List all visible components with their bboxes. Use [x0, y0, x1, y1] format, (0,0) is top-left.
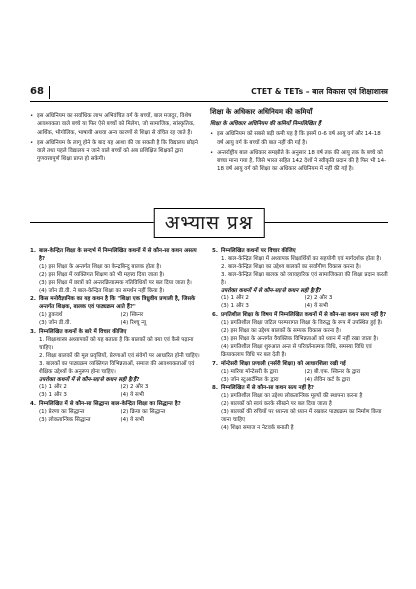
- option: (4) ये सभी: [304, 303, 328, 310]
- option: (4) प्रगतिशील शिक्षा शुरुआत अन्त से परिवर्तनात्मक विधि, समस्या विधि एवं क्रियाकलाप विधि पर बल देती है।: [221, 343, 372, 358]
- question-1: [30, 248, 202, 295]
- option: (2) बी.एफ. स्किनर के द्वारा: [304, 368, 361, 375]
- header-rule: [30, 101, 388, 102]
- option: (2) स्किनर: [120, 312, 144, 319]
- question-number: 6.: [212, 312, 218, 319]
- option: (2) 2 और 3: [120, 384, 149, 391]
- option: (4) ये सभी: [120, 417, 144, 424]
- option: (3) जॉन स्टूआर्टमिल के द्वारा: [221, 376, 279, 383]
- bullet-item: • इस अधिनियम के लागू होने के बाद यह आशा की जा सकती है कि विद्यालय छोड़ने वाले तथा पहले विद्यालय न जाने वाले बच्चों को अब प्रशिक्षित शिक्षकों द्वारा गुणवत्तापूर्ण शिक्षा प्राप्त हो सकेगी।: [30, 139, 200, 164]
- left-text-column: [30, 112, 200, 166]
- question-6: [212, 312, 388, 359]
- section-subheading: शिक्षा के अधिकार अधिनियम की कमियाँ निम्नलिखित हैं: [210, 121, 321, 127]
- option: (4) जॉन डी.वी. ने बाल-केन्द्रित शिक्षा का समर्थन नहीं किया है।: [39, 287, 165, 294]
- question-number: 5.: [212, 248, 218, 254]
- question-number: 1.: [30, 248, 36, 254]
- question-text: किस मनोवैज्ञानिक का यह कथन है कि "शिक्षा एक त्रिध्रुवीय प्रणाली है, जिसके अन्तर्गत शिक्षक, बालक एवं पाठ्यक्रम आते हैं?": [39, 296, 196, 311]
- option: (1) 1 और 2: [39, 384, 67, 391]
- questions-left-column: [30, 248, 202, 426]
- option: (3) बालकों की रुचियों पर ध्यान्ता को ध्यान में रखकर पाठ्यक्रम का निर्माण किया जाना चाहिए: [221, 409, 382, 424]
- option: (4) शिक्षा समाज न नेटवर्क बनाती है: [221, 424, 294, 431]
- bullet-item: • अन्तर्राष्ट्रीय बाल अधिकार समझौते के अनुसार 18 वर्ष तक की आयु तक के बच्चे को बच्चा माना गया है, जिसे भारत सहित 142 देशों ने स्वीकृति प्रदान की है फिर भी 14-18 वर्ष आयु वर्ग को शिक्षा का अधिकार अधिनियम में नहीं की गई है।: [210, 149, 388, 174]
- option: (4) ये सभी: [120, 392, 144, 399]
- page-number: 68: [30, 86, 50, 99]
- question-7: [212, 361, 388, 385]
- option: (2) इस शिक्षा का उद्देश्य बालकों के सम्यक विकास करना है।: [221, 328, 341, 335]
- question-4: [30, 401, 202, 425]
- options-grid: [212, 295, 388, 311]
- section-heading: शिक्षा के अधिकार अधिनियम की कमियाँ: [210, 108, 313, 116]
- question-5: [212, 248, 388, 311]
- question-text: निम्नलिखित में से कौन-सा कथन सत्य नहीं है?: [221, 385, 314, 392]
- practice-questions-banner: [30, 208, 388, 238]
- option: (3) इस शिक्षा के अन्तर्गत वैयक्तिक विभिन्नताओं को ध्यान में नहीं रखा जाता है।: [221, 335, 379, 342]
- options-grid: [30, 312, 202, 328]
- question-text: प्रगतिशील शिक्षा के विषय में निम्नलिखित कथनों में से कौन-सा कथन सत्य नहीं है?: [221, 312, 387, 319]
- question-2: [30, 296, 202, 328]
- banner-title: अभ्यास प्रश्न: [154, 208, 265, 238]
- question-text: मॉन्टेसरी शिक्षा प्रणाली (नर्सरी शिक्षा) को आधारशिला रखी गई: [221, 360, 346, 367]
- page-header: [30, 86, 388, 100]
- statement: 1. शिक्षाशास्त्र अध्यापकों को यह बताता है कि बालकों को क्या एवं कैसे पढ़ाना चाहिए।: [39, 336, 194, 351]
- bullet-item: • इस अधिनियम का सर्वाधिक लाभ अभिवंचित वर्ग के बच्चों, बाल मजदूर, विशेष आवश्यकता वाले बच्चे या फिर ऐसे बच्चों को मिलेगा, जो सामाजिक, सांस्कृतिक, आर्थिक, भौगोलिक, भाषायी अथवा अन्य कारणों से शिक्षा से वंचित रह जाते हैं।: [30, 112, 200, 137]
- option: (3) 1 और 3: [39, 392, 67, 399]
- bullet-item: • इस अधिनियम को सबसे बड़ी कमी यह है कि इसमें 0-6 वर्ष आयु वर्ग और 14-18 वर्ष आयु वर्ग के बच्चों की बात नहीं की गई है।: [210, 130, 388, 147]
- option: (1) प्रेरणा का सिद्धान्त: [39, 409, 85, 416]
- option: (2) क्रिया का सिद्धान्त: [120, 409, 166, 416]
- question-number: 7.: [212, 360, 218, 367]
- option: (4) लेविन कर्ट के द्वारा: [304, 376, 351, 383]
- statement: 1. बाल-केन्द्रित शिक्षा में अध्यापक शिक्षार्थियों का सहयोगी एवं मार्गदर्शक होता है।: [221, 255, 382, 262]
- option: (4) रिश्चू न्यू: [120, 320, 147, 327]
- option: (1) इस शिक्षा के अन्तर्गत शिक्षा का केन्द्रबिन्दु बालक होता है।: [39, 263, 162, 270]
- options-grid: [30, 384, 202, 400]
- statement: 3. बालकों का पाठ्यक्रम व्यक्तिगत विभिन्नताओं, समाज की आवश्यकताओं एवं शैक्षिक उद्देश्यों के अनुरूप होना चाहिए।: [39, 360, 195, 375]
- question-instruction: उपरोक्त कथनों में से कौन-सा/से कथन सही है/हैं?: [221, 287, 322, 294]
- question-text: बाल-केन्द्रित शिक्षा के सन्दर्भ में निम्नलिखित कथनों में से कौन-सा कथन असत्य है?: [39, 248, 197, 262]
- options-grid: [30, 409, 202, 425]
- question-number: 3.: [30, 329, 36, 336]
- question-8: [212, 385, 388, 432]
- option: (2) 2 और 3: [304, 295, 333, 302]
- question-instruction: उपरोक्त कथनों में से कौन-सा/से कथन सही है/हैं?: [39, 376, 140, 383]
- question-text: निम्नलिखित में से कौन-सा सिद्धान्त बाल-केन्द्रित शिक्षा का सिद्धान्त है?: [39, 401, 181, 408]
- statement: 2. शिक्षा बालकों की मूल प्रवृत्तियों, प्रेरणाओं एवं संवेगों पर आधारित होनी चाहिए।: [39, 352, 200, 359]
- option: (1) मारिया मॉन्टेसरी के द्वारा: [221, 368, 278, 375]
- option: (3) लोकतान्त्रिक सिद्धान्त: [39, 417, 91, 424]
- option: (2) बालकों को स्वयं करके सीखने पर बल दिया जाता है: [221, 401, 332, 408]
- statement: 2. बाल-केन्द्रित शिक्षा का उद्देश्य बालकों का सर्वांगीण विकास करना है।: [221, 263, 361, 270]
- option: (3) जॉन डी.वी.: [39, 320, 72, 327]
- option: (1) 1 और 2: [221, 295, 249, 302]
- option: (3) इस शिक्षा में छात्रों को अन्तरक्रियात्मक गतिविधियों पर बल दिया जाता है।: [39, 279, 192, 286]
- option: (1) डुकवर्थ: [39, 312, 63, 319]
- question-3: [30, 329, 202, 400]
- options-grid: [212, 369, 388, 385]
- question-text: निम्नलिखित कथनों पर विचार कीजिए: [221, 248, 296, 254]
- question-text: निम्नलिखित कथनों के बारे में विचार कीजिए: [39, 329, 127, 336]
- option: (1) प्रगतिशील शिक्षा का उद्देश्य लोकतान्त्रिक मूल्यों की स्थापना करना है: [221, 393, 363, 400]
- question-number: 2.: [30, 296, 36, 303]
- option: (2) इस शिक्षा में व्यक्तिगत शिक्षण को भी महत्त्व दिया जाता है।: [39, 271, 165, 278]
- question-number: 8.: [212, 385, 218, 392]
- option: (1) प्रगतिशील शिक्षा जटिल परम्परागत शिक्षा के विरुद्ध के रूप में उपस्थित हुई है।: [221, 320, 383, 327]
- question-number: 4.: [30, 401, 36, 408]
- option: (3) 1 और 3: [221, 303, 249, 310]
- questions-right-column: [212, 248, 388, 434]
- statement: 3. बाल-केन्द्रित शिक्षा बालक को व्यावहारिक एवं सामाजिकता की शिक्षा प्रदान करती है।: [221, 271, 388, 286]
- running-title: CTET & TETs – बाल विकास एवं शिक्षाशास्त्र: [251, 87, 388, 96]
- right-text-column: [210, 108, 388, 176]
